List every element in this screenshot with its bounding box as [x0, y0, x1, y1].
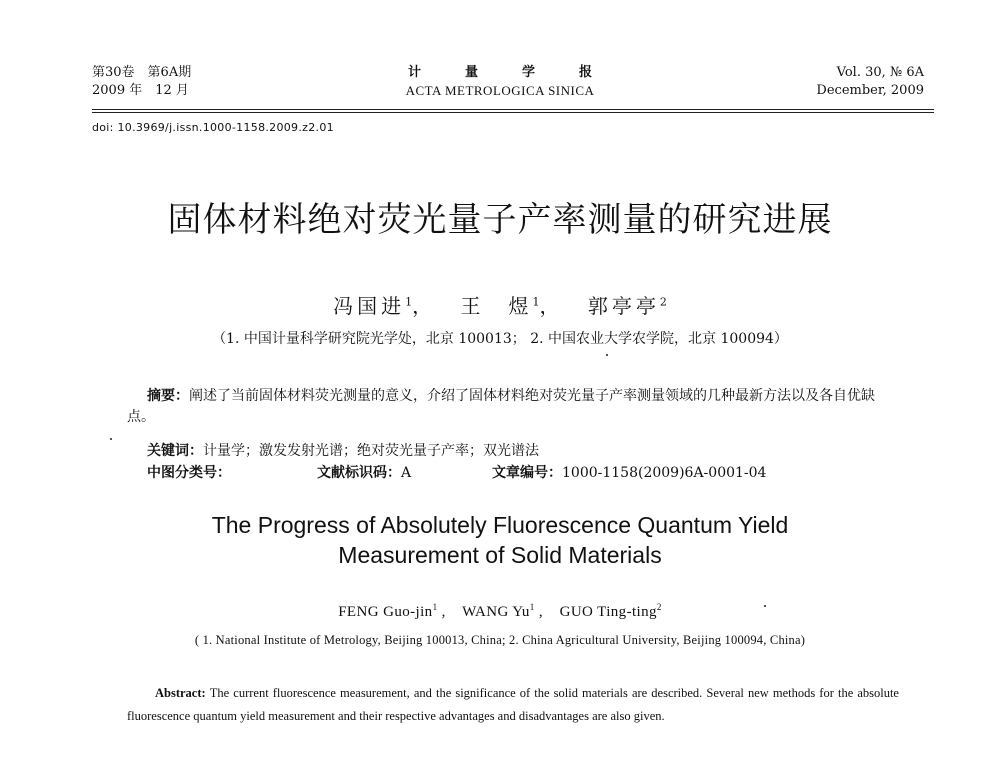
keywords-cn-label: 关键词：	[147, 443, 203, 459]
scan-speck	[606, 354, 608, 356]
abstract-en-label: Abstract:	[155, 686, 210, 700]
abstract-cn-text: 阐述了当前固体材料荧光测量的意义，介绍了固体材料绝对荧光量子产率测量领域的几种最新方法以及各自优缺点。	[127, 388, 875, 425]
header-right	[816, 64, 924, 100]
header-rule-top	[92, 109, 934, 110]
doc-code-label: 文献标识码：	[317, 465, 401, 481]
volume-en: Vol. 30, № 6A	[836, 65, 924, 80]
title-en-line2: Measurement of Solid Materials	[338, 542, 662, 568]
abstract-cn-label: 摘要：	[147, 388, 189, 404]
affiliation-en: ( 1. National Institute of Metrology, Beijing 100013, China; 2. China Agricultural University, Beijing 100094, China)	[194, 633, 806, 647]
article-no-value: 1000-1158(2009)6A-0001-04	[562, 465, 767, 481]
abstract-en	[127, 682, 899, 728]
header-rule-bottom	[92, 112, 934, 113]
date-cn: 2009 年 12 月	[92, 83, 189, 98]
authors-cn	[0, 290, 1000, 319]
title-en	[0, 510, 1000, 570]
abstract-en-text: The current fluorescence measurement, and the significance of the solid materials are described. Several new methods for the absolute fluorescence quantum yield measurement and their respective advantages and disadvantages are also given.	[127, 686, 899, 723]
clc-label: 中图分类号：	[147, 465, 231, 481]
classification-line	[147, 462, 847, 482]
article-no-label: 文章编号：	[492, 465, 562, 481]
affiliation-cn: （1. 中国计量科学研究院光学处，北京 100013； 2. 中国农业大学农学院，北京 100094）	[212, 331, 788, 347]
author-cn-2: 王 煜$^1$，	[460, 294, 578, 318]
abstract-cn	[127, 386, 899, 428]
title-cn: 固体材料绝对荧光量子产率测量的研究进展	[167, 200, 833, 240]
keywords-cn	[147, 440, 539, 460]
scan-speck	[110, 438, 112, 440]
author-cn-3: 郭亭亭$^2$	[587, 294, 667, 318]
author-en-3: GUO Ting-ting$^2$	[559, 602, 662, 620]
keywords-cn-text: 计量学；激发发射光谱；绝对荧光量子产率；双光谱法	[203, 443, 539, 459]
authors-en	[0, 602, 1000, 621]
author-en-1: FENG Guo-jin$^1$ ,	[338, 602, 459, 620]
date-en: December, 2009	[816, 83, 924, 98]
volume-cn: 第30卷 第6A期	[92, 65, 192, 80]
journal-name-cn: 计量学报	[407, 65, 636, 80]
title-en-line1: The Progress of Absolutely Fluorescence Quantum Yield	[211, 512, 789, 538]
author-cn-1: 冯国进$^1$，	[333, 294, 451, 318]
doc-code-value: A	[401, 465, 412, 481]
scan-speck	[764, 605, 766, 607]
journal-name-en: ACTA METROLOGICA SINICA	[405, 83, 595, 98]
doi: doi: 10.3969/j.issn.1000-1158.2009.z2.01	[92, 121, 334, 134]
author-en-2: WANG Yu$^1$ ,	[462, 602, 556, 620]
